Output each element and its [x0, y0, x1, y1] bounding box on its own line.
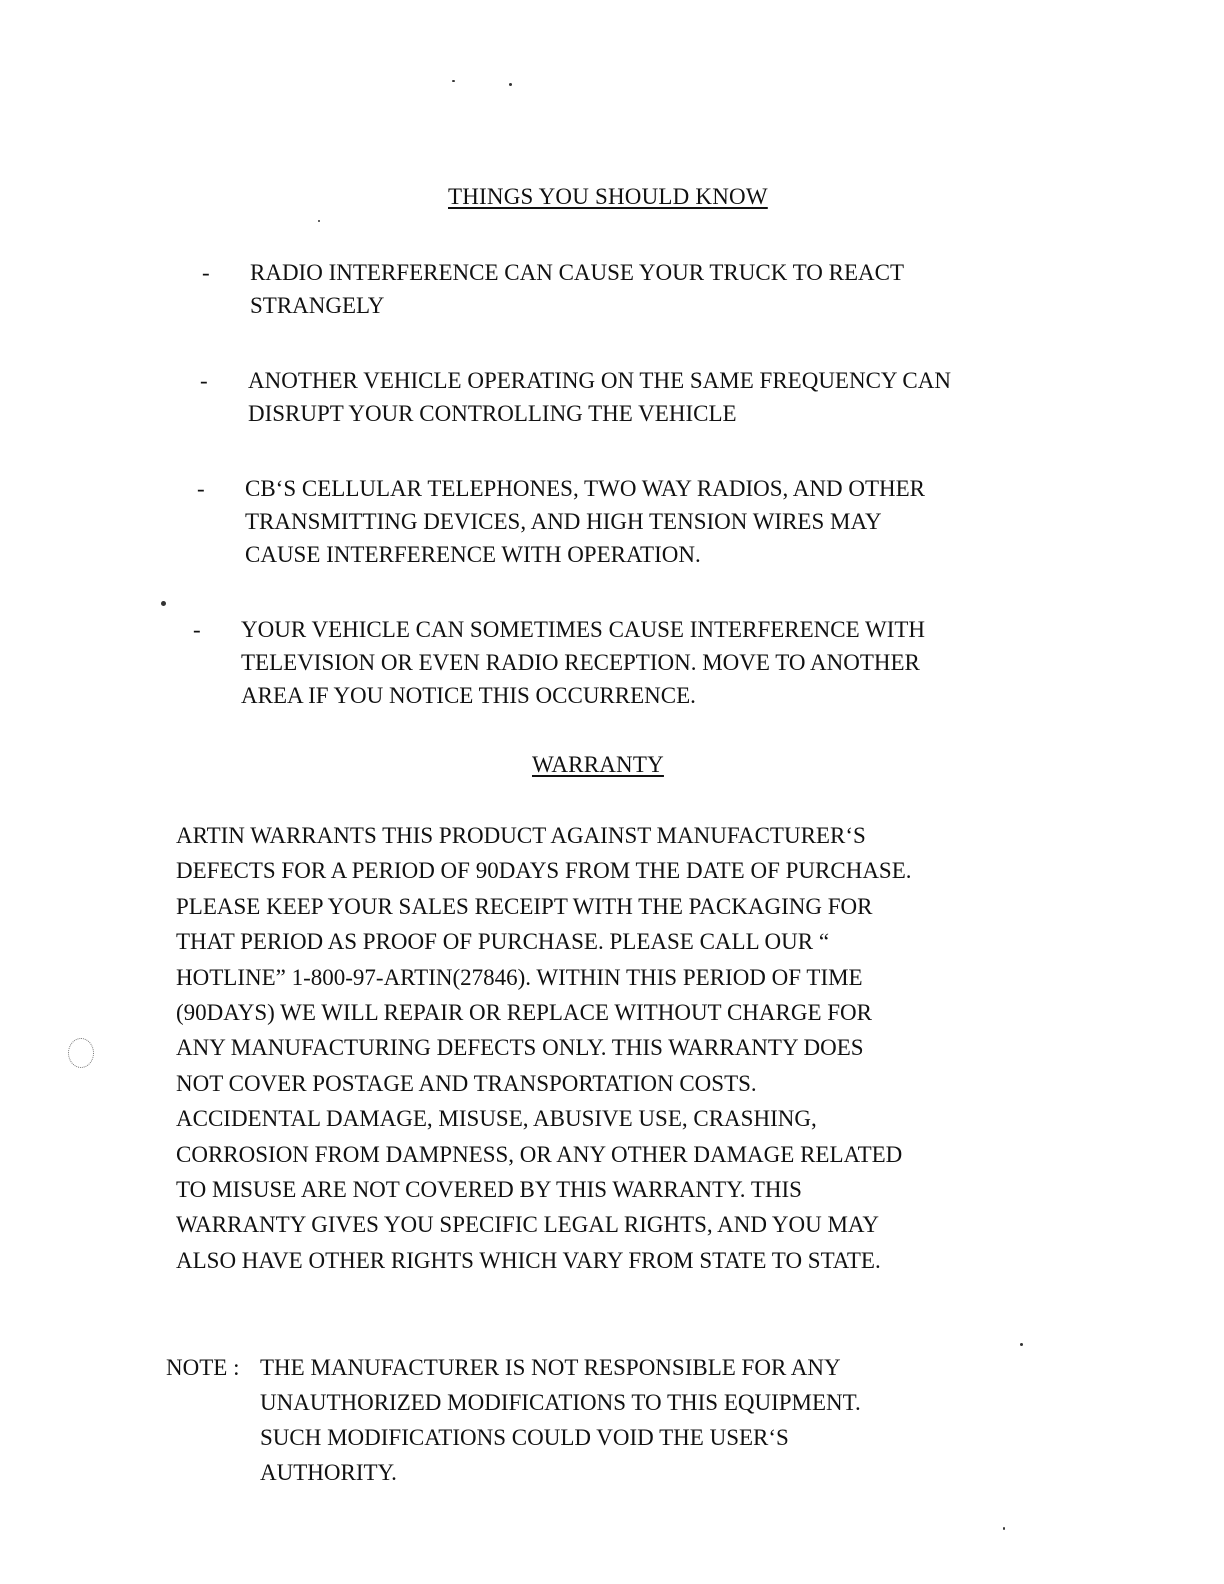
bullet-line: ANOTHER VEHICLE OPERATING ON THE SAME FREQUENCY CAN [248, 368, 951, 393]
scan-speck [161, 601, 166, 606]
bullet-text [241, 613, 1041, 712]
note-line: THE MANUFACTURER IS NOT RESPONSIBLE FOR ANY [260, 1355, 841, 1380]
scan-smudge [68, 1038, 94, 1068]
warranty-line: WARRANTY GIVES YOU SPECIFIC LEGAL RIGHTS, AND YOU MAY [176, 1212, 880, 1238]
warranty-line: CORROSION FROM DAMPNESS, OR ANY OTHER DAMAGE RELATED [176, 1141, 903, 1167]
scan-speck [1003, 1527, 1005, 1530]
bullet-line: TELEVISION OR EVEN RADIO RECEPTION. MOVE TO ANOTHER [241, 650, 920, 675]
bullet-line: TRANSMITTING DEVICES, AND HIGH TENSION WIRES MAY [245, 509, 882, 534]
warranty-line: ACCIDENTAL DAMAGE, MISUSE, ABUSIVE USE, CRASHING, [176, 1106, 817, 1132]
note-line: AUTHORITY. [260, 1460, 397, 1485]
scan-speck [318, 220, 320, 222]
note-line: SUCH MODIFICATIONS COULD VOID THE USER‘S [260, 1425, 789, 1450]
warranty-line: THAT PERIOD AS PROOF OF PURCHASE. PLEASE CALL OUR “ [176, 929, 830, 955]
bullet-text [250, 256, 1050, 322]
bullet-line: CB‘S CELLULAR TELEPHONES, TWO WAY RADIOS, AND OTHER [245, 476, 926, 501]
note-text [260, 1350, 861, 1490]
warranty-line: NOT COVER POSTAGE AND TRANSPORTATION COSTS. [176, 1070, 757, 1096]
warranty-line: ARTIN WARRANTS THIS PRODUCT AGAINST MANUFACTURER‘S [176, 823, 866, 848]
bullet-line: RADIO INTERFERENCE CAN CAUSE YOUR TRUCK TO REACT [250, 260, 905, 285]
warranty-line: HOTLINE” 1-800-97-ARTIN(27846). WITHIN THIS PERIOD OF TIME [176, 964, 863, 990]
warranty-line: ANY MANUFACTURING DEFECTS ONLY. THIS WARRANTY DOES [176, 1035, 864, 1061]
bullet-line: YOUR VEHICLE CAN SOMETIMES CAUSE INTERFERENCE WITH [241, 617, 926, 642]
bullet-text [248, 364, 1048, 430]
warranty-heading: WARRANTY [532, 752, 664, 777]
warranty-line: DEFECTS FOR A PERIOD OF 90DAYS FROM THE DATE OF PURCHASE. [176, 858, 912, 884]
bullet-dash: - [197, 476, 205, 501]
note-line: UNAUTHORIZED MODIFICATIONS TO THIS EQUIPMENT. [260, 1390, 861, 1415]
warranty-line: ALSO HAVE OTHER RIGHTS WHICH VARY FROM STATE TO STATE. [176, 1247, 881, 1273]
bullet-line: DISRUPT YOUR CONTROLLING THE VEHICLE [248, 401, 737, 426]
bullet-dash: - [193, 617, 201, 642]
bullet-line: CAUSE INTERFERENCE WITH OPERATION. [245, 542, 701, 567]
bullet-line: AREA IF YOU NOTICE THIS OCCURRENCE. [241, 683, 696, 708]
note-label: NOTE : [166, 1355, 240, 1380]
scan-speck [1020, 1343, 1023, 1346]
bullet-dash: - [202, 260, 210, 285]
warranty-line: (90DAYS) WE WILL REPAIR OR REPLACE WITHOUT CHARGE FOR [176, 1000, 872, 1026]
bullet-text [245, 472, 1045, 571]
things-you-should-know-heading: THINGS YOU SHOULD KNOW [448, 184, 768, 209]
warranty-line: PLEASE KEEP YOUR SALES RECEIPT WITH THE PACKAGING FOR [176, 893, 873, 919]
scan-speck [452, 80, 455, 82]
bullet-dash: - [200, 368, 208, 393]
scan-speck [509, 83, 512, 86]
warranty-line: TO MISUSE ARE NOT COVERED BY THIS WARRANTY. THIS [176, 1177, 802, 1203]
warranty-paragraph [176, 818, 1036, 1278]
bullet-line: STRANGELY [250, 293, 385, 318]
